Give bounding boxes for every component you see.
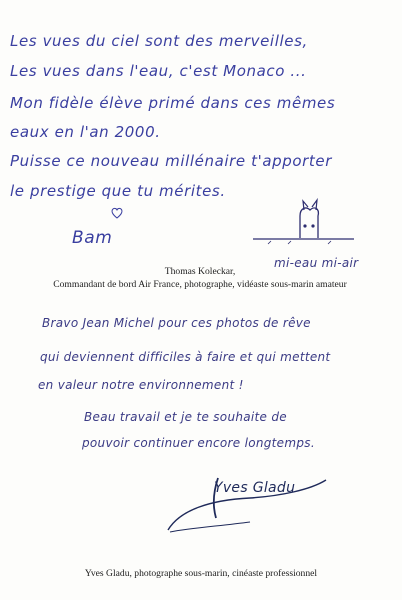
note-one-line-4: eaux en l'an 2000.	[10, 123, 161, 141]
note-two-line-1: Bravo Jean Michel pour ces photos de rêve	[42, 316, 311, 330]
author-one-role: Commandant de bord Air France, photographe, vidéaste sous-marin amateur	[53, 279, 347, 290]
note-one-line-1: Les vues du ciel sont des merveilles,	[10, 32, 308, 50]
note-two-line-4: Beau travail et je te souhaite de	[84, 410, 287, 424]
note-one-line-5: Puisse ce nouveau millénaire t'apporter	[10, 152, 332, 170]
doodle-caption: mi-eau mi-air	[274, 256, 359, 270]
signature-two: Yves Gladu	[214, 480, 296, 496]
author-two-caption: Yves Gladu, photographe sous-marin, cinéaste professionnel	[84, 568, 318, 579]
author-one-name: Thomas Koleckar,	[164, 266, 236, 277]
note-one-line-6: le prestige que tu mérites.	[10, 182, 226, 200]
note-one-line-2: Les vues dans l'eau, c'est Monaco ...	[10, 62, 307, 80]
cat-periscope-doodle	[248, 186, 358, 246]
note-two-line-3: en valeur notre environnement !	[38, 378, 244, 392]
signature-one: Bam	[72, 228, 113, 248]
note-two-line-2: qui deviennent difficiles à faire et qui mettent	[40, 350, 331, 364]
note-one-line-3: Mon fidèle élève primé dans ces mêmes	[10, 94, 336, 112]
heart-doodle	[110, 206, 124, 220]
note-two-line-5: pouvoir continuer encore longtemps.	[82, 436, 315, 450]
